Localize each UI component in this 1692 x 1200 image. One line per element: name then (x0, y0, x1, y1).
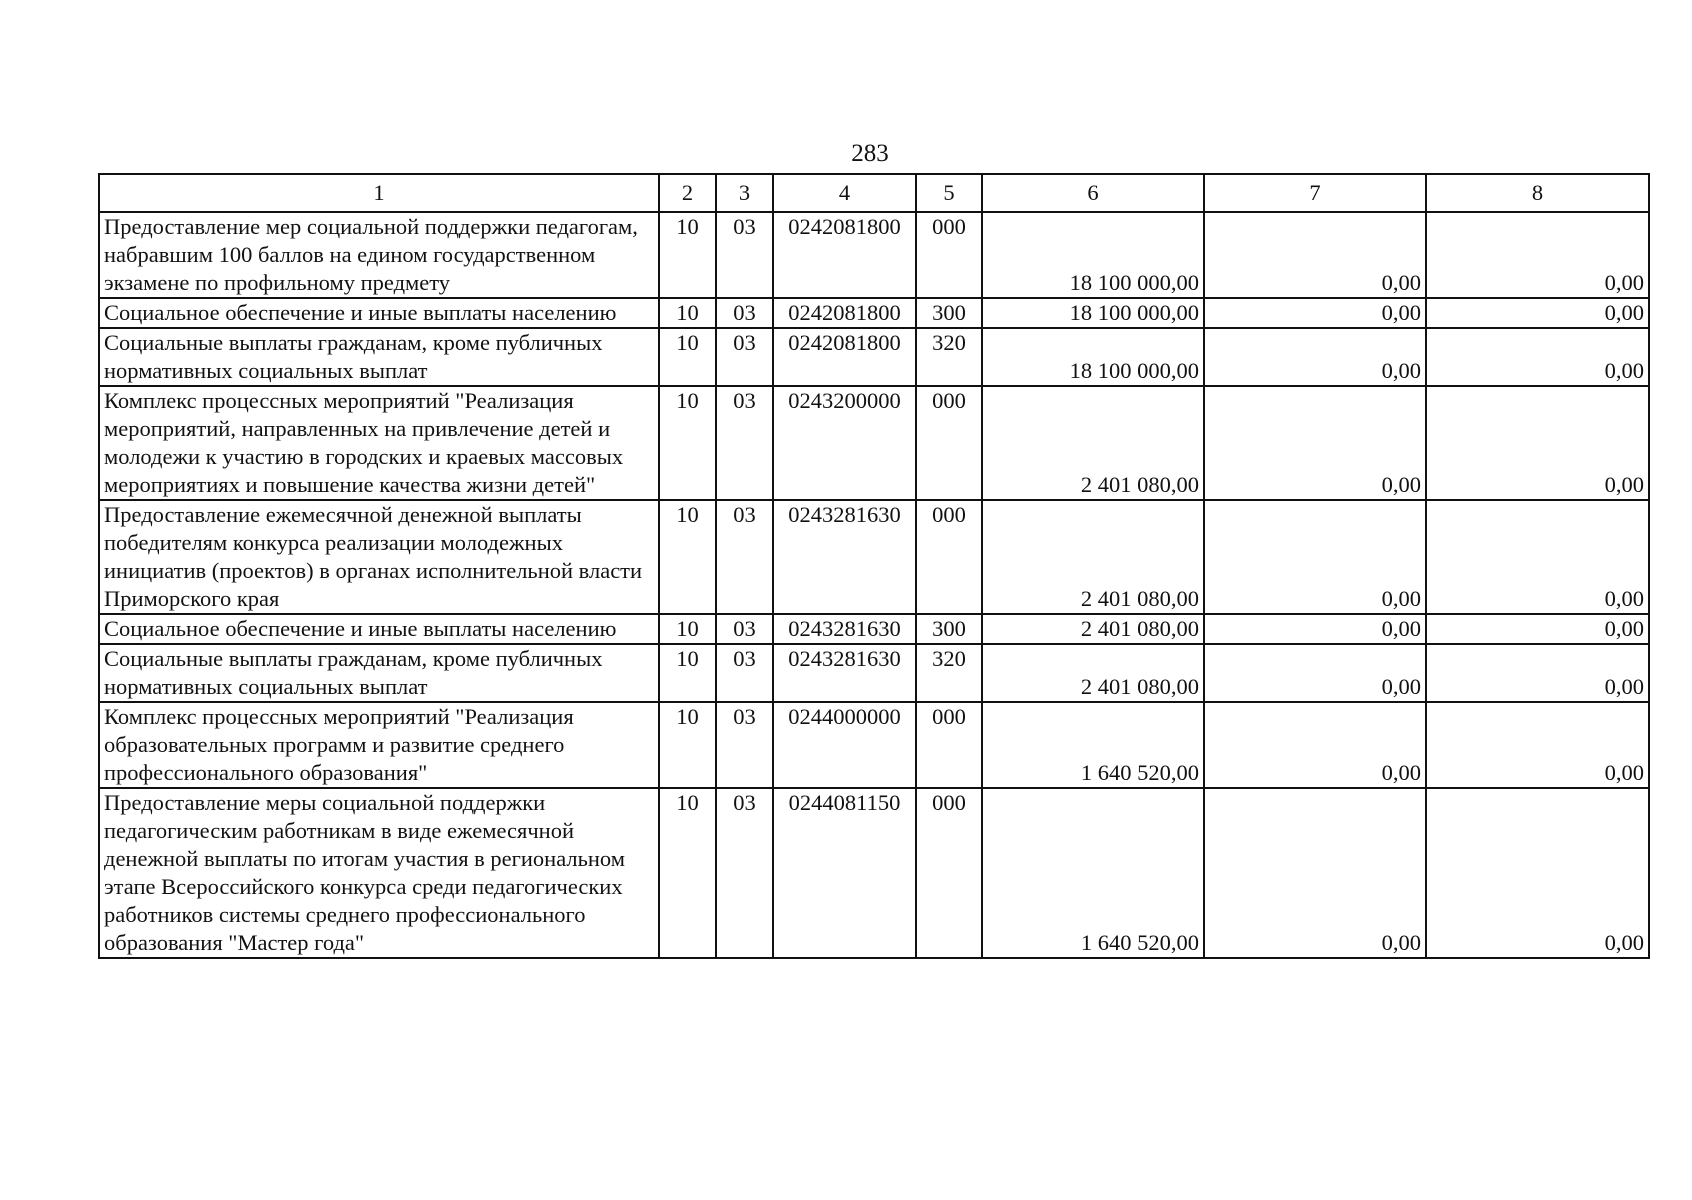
amount-col8: 0,00 (1426, 298, 1649, 328)
subsection-code: 03 (716, 614, 773, 644)
column-header: 8 (1426, 174, 1649, 212)
row-name: Социальное обеспечение и иные выплаты населению (99, 298, 659, 328)
subsection-code: 03 (716, 212, 773, 298)
subsection-code: 03 (716, 500, 773, 614)
section-code: 10 (659, 386, 716, 500)
target-article-code: 0244081150 (773, 788, 916, 958)
row-name: Комплекс процессных мероприятий "Реализация мероприятий, направленных на привлечение детей и молодежи к участию в городских и краевых массовых мероприятиях и повышение качества жизни детей" (99, 386, 659, 500)
section-code: 10 (659, 212, 716, 298)
table-row (99, 328, 1649, 386)
amount-col6: 18 100 000,00 (982, 212, 1204, 298)
expense-type-code: 000 (916, 500, 982, 614)
amount-col7: 0,00 (1204, 644, 1426, 702)
row-name: Предоставление меры социальной поддержки педагогическим работникам в виде ежемесячной денежной выплаты по итогам участия в региональном этапе Всероссийского конкурса среди педагогических работников системы среднего профессионального образования "Мастер года" (99, 788, 659, 958)
amount-col6: 2 401 080,00 (982, 644, 1204, 702)
section-code: 10 (659, 328, 716, 386)
section-code: 10 (659, 788, 716, 958)
expense-type-code: 320 (916, 644, 982, 702)
table-row (99, 614, 1649, 644)
amount-col8: 0,00 (1426, 212, 1649, 298)
column-header: 7 (1204, 174, 1426, 212)
expense-type-code: 300 (916, 614, 982, 644)
row-name: Социальные выплаты гражданам, кроме публичных нормативных социальных выплат (99, 328, 659, 386)
budget-table (98, 173, 1650, 959)
expense-type-code: 000 (916, 212, 982, 298)
target-article-code: 0243200000 (773, 386, 916, 500)
expense-type-code: 000 (916, 702, 982, 788)
amount-col7: 0,00 (1204, 500, 1426, 614)
section-code: 10 (659, 702, 716, 788)
amount-col7: 0,00 (1204, 386, 1426, 500)
table-row (99, 644, 1649, 702)
header-row (99, 174, 1649, 212)
table-row (99, 500, 1649, 614)
target-article-code: 0243281630 (773, 644, 916, 702)
amount-col8: 0,00 (1426, 386, 1649, 500)
amount-col7: 0,00 (1204, 298, 1426, 328)
target-article-code: 0242081800 (773, 212, 916, 298)
column-header: 6 (982, 174, 1204, 212)
page-number: 283 (851, 140, 889, 167)
amount-col7: 0,00 (1204, 702, 1426, 788)
amount-col6: 2 401 080,00 (982, 614, 1204, 644)
row-name: Социальные выплаты гражданам, кроме публичных нормативных социальных выплат (99, 644, 659, 702)
row-name: Комплекс процессных мероприятий "Реализация образовательных программ и развитие среднего профессионального образования" (99, 702, 659, 788)
table-row (99, 788, 1649, 958)
row-name: Предоставление мер социальной поддержки педагогам, набравшим 100 баллов на едином государственном экзамене по профильному предмету (99, 212, 659, 298)
subsection-code: 03 (716, 702, 773, 788)
subsection-code: 03 (716, 298, 773, 328)
row-name: Предоставление ежемесячной денежной выплаты победителям конкурса реализации молодежных инициатив (проектов) в органах исполнительной власти Приморского края (99, 500, 659, 614)
amount-col6: 18 100 000,00 (982, 298, 1204, 328)
amount-col8: 0,00 (1426, 328, 1649, 386)
section-code: 10 (659, 614, 716, 644)
row-name: Социальное обеспечение и иные выплаты населению (99, 614, 659, 644)
target-article-code: 0244000000 (773, 702, 916, 788)
amount-col7: 0,00 (1204, 788, 1426, 958)
amount-col6: 2 401 080,00 (982, 386, 1204, 500)
amount-col6: 18 100 000,00 (982, 328, 1204, 386)
table-row (99, 386, 1649, 500)
target-article-code: 0242081800 (773, 328, 916, 386)
amount-col7: 0,00 (1204, 328, 1426, 386)
section-code: 10 (659, 500, 716, 614)
amount-col8: 0,00 (1426, 614, 1649, 644)
column-header: 2 (659, 174, 716, 212)
amount-col6: 1 640 520,00 (982, 702, 1204, 788)
expense-type-code: 320 (916, 328, 982, 386)
subsection-code: 03 (716, 386, 773, 500)
amount-col6: 1 640 520,00 (982, 788, 1204, 958)
subsection-code: 03 (716, 788, 773, 958)
amount-col7: 0,00 (1204, 212, 1426, 298)
column-header: 4 (773, 174, 916, 212)
expense-type-code: 300 (916, 298, 982, 328)
table-row (99, 298, 1649, 328)
subsection-code: 03 (716, 328, 773, 386)
amount-col7: 0,00 (1204, 614, 1426, 644)
amount-col8: 0,00 (1426, 500, 1649, 614)
section-code: 10 (659, 644, 716, 702)
expense-type-code: 000 (916, 788, 982, 958)
subsection-code: 03 (716, 644, 773, 702)
amount-col8: 0,00 (1426, 644, 1649, 702)
amount-col8: 0,00 (1426, 788, 1649, 958)
target-article-code: 0243281630 (773, 614, 916, 644)
section-code: 10 (659, 298, 716, 328)
amount-col6: 2 401 080,00 (982, 500, 1204, 614)
column-header: 5 (916, 174, 982, 212)
table-row (99, 702, 1649, 788)
target-article-code: 0243281630 (773, 500, 916, 614)
column-header: 1 (99, 174, 659, 212)
target-article-code: 0242081800 (773, 298, 916, 328)
table-row (99, 212, 1649, 298)
expense-type-code: 000 (916, 386, 982, 500)
amount-col8: 0,00 (1426, 702, 1649, 788)
column-header: 3 (716, 174, 773, 212)
